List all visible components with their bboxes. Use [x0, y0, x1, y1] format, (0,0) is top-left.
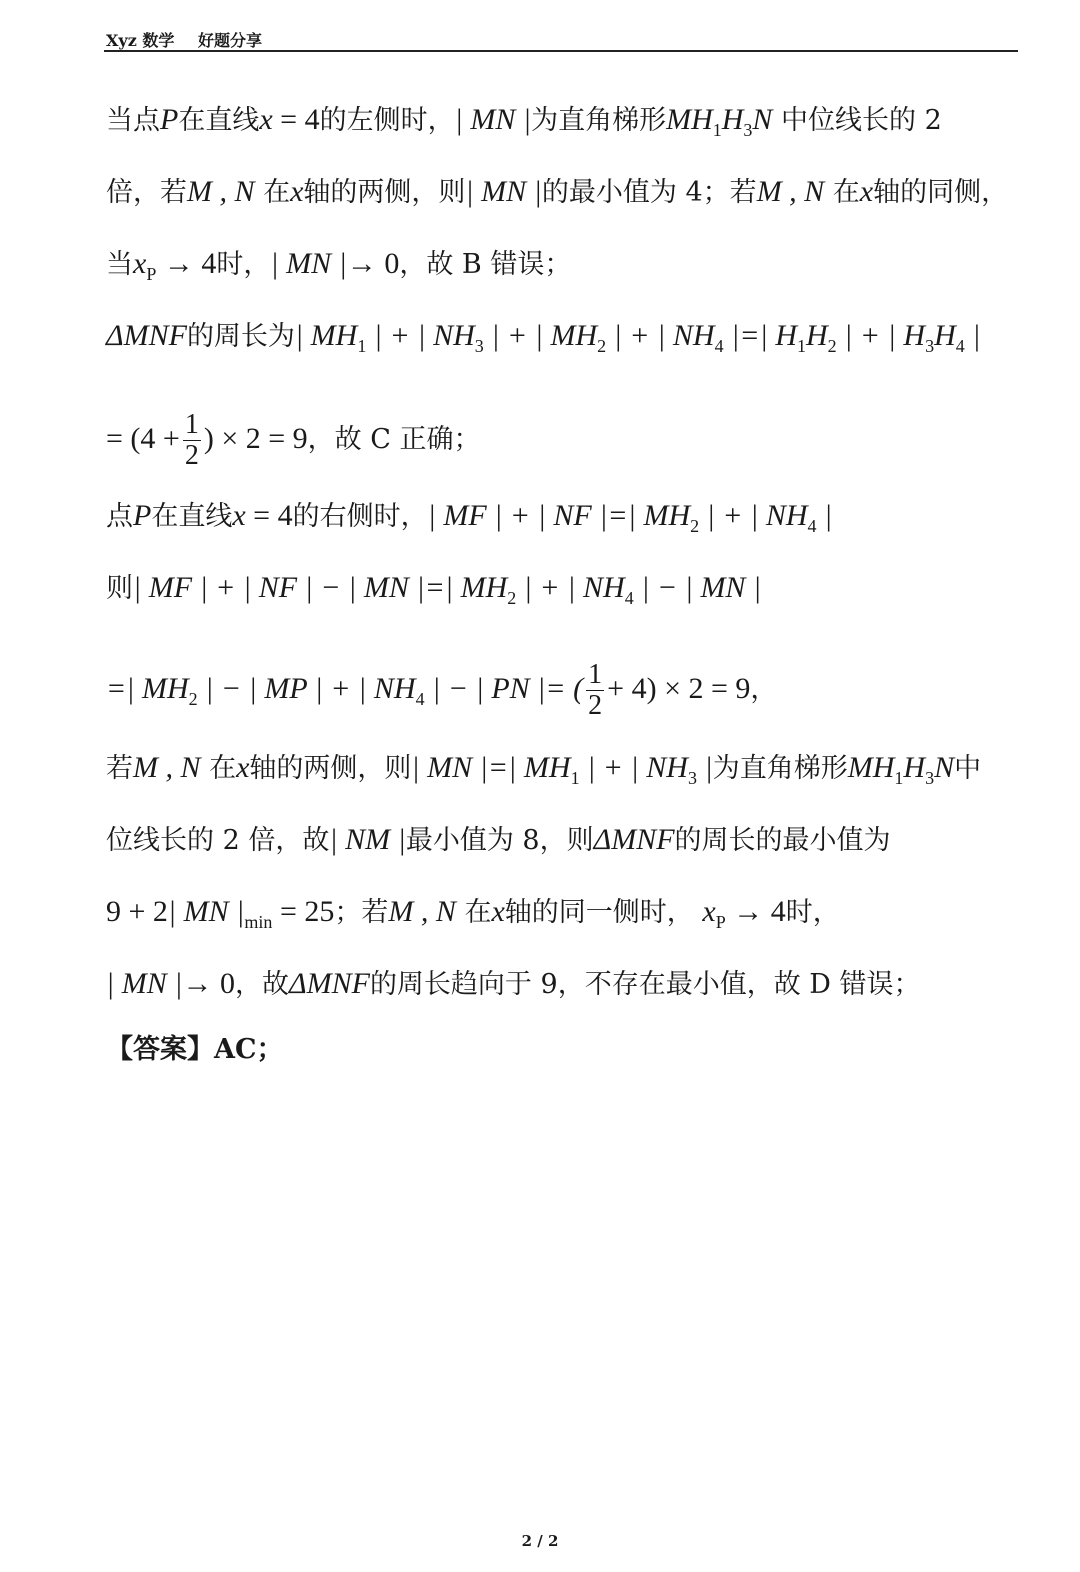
math: ΔMNF: [593, 823, 675, 856]
text: 若: [106, 753, 133, 784]
math: $MH_1H_3N$: [847, 751, 955, 788]
text: 的周长趋向于 9，不存在最小值，故 D 错误；: [369, 969, 921, 1000]
math: P: [160, 103, 179, 136]
text: 中位线长的 2: [781, 105, 942, 136]
page-number: 2 / 2: [521, 1532, 559, 1550]
solution-line-6: [106, 498, 832, 535]
math: $x_P$: [702, 895, 726, 932]
math: M , N: [133, 751, 201, 784]
answer-text: 【答案】AC；: [106, 1034, 284, 1065]
text: 的左侧时，: [319, 105, 455, 136]
math: $MH_1H_3N$: [666, 103, 773, 140]
solution-line-2: [106, 174, 1008, 211]
math: + 4) × 2 = 9: [607, 672, 751, 705]
math: $x_P$: [133, 247, 157, 284]
text: ，故: [235, 969, 289, 1000]
text: 的右侧时，: [292, 501, 428, 532]
text: 在: [263, 177, 291, 208]
math: M , N: [756, 175, 825, 208]
math: | MN $|_{min}$: [167, 895, 273, 932]
math: | MN |=| $MH_1$ | + | $NH_3$ |: [411, 751, 713, 788]
text: 在: [464, 897, 492, 928]
solution-line-5: [106, 410, 480, 471]
solution-line-8: [106, 660, 777, 721]
text: 为直角梯形: [712, 753, 848, 784]
math: = 4: [245, 499, 293, 532]
solution-line-9: [106, 750, 981, 787]
math: =| $MH_2$ | − | MP | + | $NH_4$ | − | PN |= (: [106, 672, 584, 709]
solution-line-7: [106, 570, 761, 607]
math: → 4: [725, 895, 786, 928]
math: | MF | + | NF | − | MN |=| $MH_2$ | + | $NH_4$ | − | MN |: [133, 571, 762, 608]
text: 时，: [216, 249, 271, 280]
math: ΔMNF: [289, 967, 370, 1000]
text: ；若: [334, 897, 389, 928]
math: | MN |: [454, 103, 532, 136]
math: → 4: [156, 247, 217, 280]
solution-line-3: [106, 246, 571, 283]
math: x: [859, 175, 874, 208]
text: 当点: [106, 105, 160, 136]
math: = 4: [272, 103, 320, 136]
math: M , N: [187, 175, 255, 208]
math: | NM |: [329, 823, 406, 856]
fraction: $\frac{1}{2}$: [588, 659, 603, 721]
text: 在直线: [151, 501, 233, 532]
math: x: [259, 103, 273, 136]
math: | MF | + | NF |=| $MH_2$ | + | $NH_4$ |: [427, 499, 833, 536]
text: 最小值为 8，则: [405, 825, 594, 856]
text: 点: [106, 501, 133, 532]
math: 9 + 2: [106, 895, 168, 928]
fraction: $\frac{1}{2}$: [184, 409, 199, 471]
text: 在: [209, 753, 237, 784]
math: | MN |: [465, 175, 542, 208]
math: = 25: [272, 895, 335, 928]
solution-line-11: [106, 894, 840, 931]
text: ，故 C 正确；: [307, 424, 481, 455]
text: 时，: [785, 897, 840, 928]
text: 当: [106, 249, 133, 280]
math: = (4 +: [106, 422, 180, 455]
math: x: [236, 751, 250, 784]
math: M , N: [388, 895, 456, 928]
solution-line-12: [106, 966, 921, 1003]
text: 倍，若: [106, 177, 187, 208]
math: ) × 2 = 9: [203, 422, 308, 455]
answer-line: [106, 1032, 283, 1068]
math: | MN |: [270, 247, 347, 280]
text: ，故 B 错误；: [399, 249, 572, 280]
text: ，: [750, 674, 778, 705]
page-header: [104, 24, 1018, 52]
solution-line-4: [106, 318, 981, 355]
text: 在直线: [178, 105, 260, 136]
text: 轴的两侧，则: [249, 753, 412, 784]
text: 的最小值为 4；若: [541, 177, 757, 208]
math: ΔMNF: [106, 319, 187, 352]
text: 的周长的最小值为: [674, 825, 891, 856]
math: | MN |: [106, 967, 183, 1000]
solution-line-10: [106, 822, 891, 859]
math: → 0: [182, 967, 235, 1000]
header-tag: 好题分享: [198, 31, 263, 50]
math: x: [290, 175, 304, 208]
text: 中: [954, 753, 982, 784]
text: 的周长为: [186, 321, 295, 352]
math: x: [232, 499, 246, 532]
text: 轴的同侧，: [873, 177, 1009, 208]
text: 为直角梯形: [531, 105, 667, 136]
text: 在: [832, 177, 860, 208]
text: 轴的两侧，则: [303, 177, 466, 208]
text: 则: [106, 573, 133, 604]
header-brand: Xyz 数学: [106, 31, 175, 50]
text: 轴的同一侧时，: [504, 897, 694, 928]
math: x: [491, 895, 505, 928]
solution-line-1: [106, 102, 942, 139]
math: | $MH_1$ | + | $NH_3$ | + | $MH_2$ | + | $NH_4$ |=| $H_1H_2$ | + | $H_3H_4$ |: [294, 319, 981, 356]
text: 位线长的 2 倍，故: [106, 825, 330, 856]
math: P: [133, 499, 152, 532]
math: → 0: [346, 247, 400, 280]
